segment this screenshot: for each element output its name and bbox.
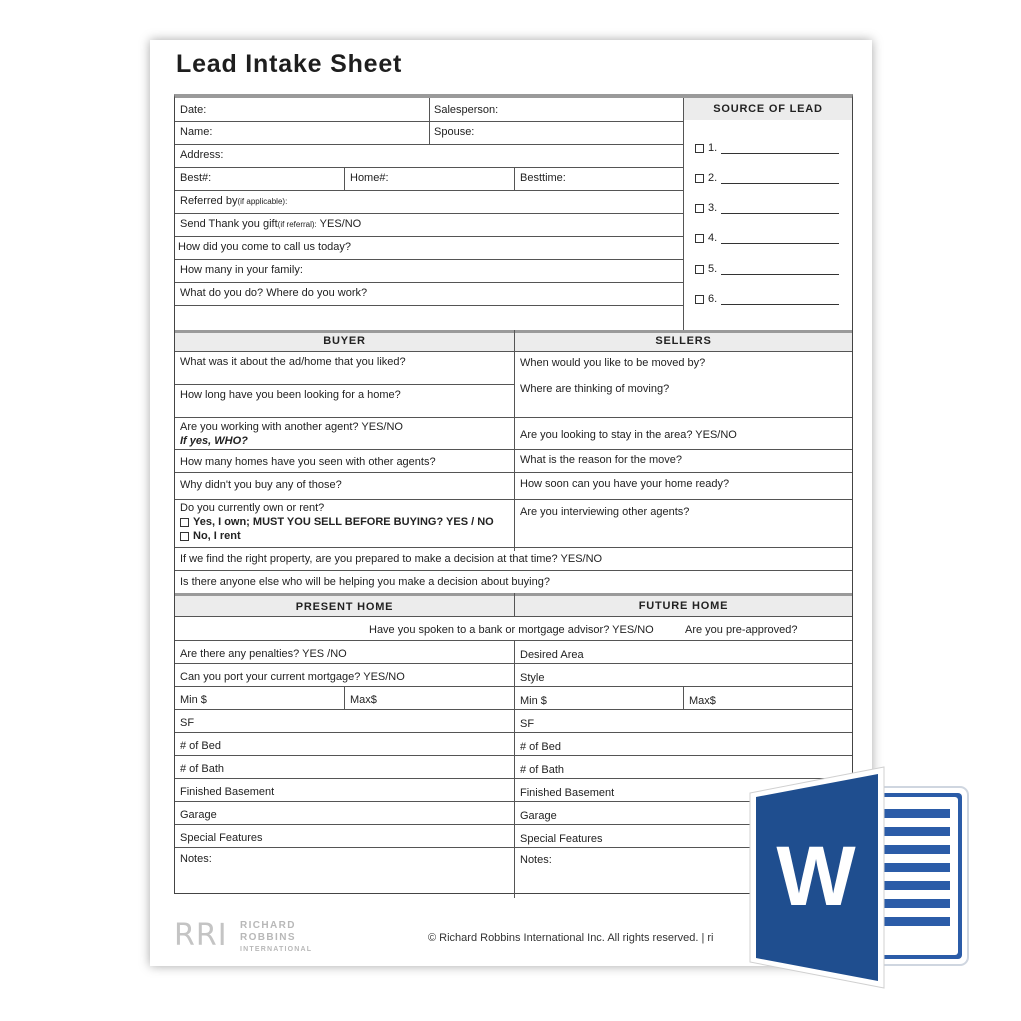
rri-logo-name: RICHARD ROBBINS INTERNATIONAL [240,920,313,953]
penalties-question[interactable]: Are there any penalties? YES /NO [180,648,347,660]
word-document-icon [748,765,978,990]
checkbox-icon[interactable] [695,204,704,213]
page-title: Lead Intake Sheet [176,50,403,78]
referred-by-field[interactable]: Referred by(if applicable): [180,195,288,207]
buyer-title: BUYER [323,335,366,347]
source-item-3[interactable]: 3. [695,202,839,214]
present-min-field[interactable]: Min $ [180,694,207,706]
sellers-q5[interactable]: How soon can you have your home ready? [520,478,730,490]
present-home-title: PRESENT HOME [295,601,394,613]
family-field[interactable]: How many in your family: [180,264,303,276]
future-sf-field[interactable]: SF [520,718,535,730]
future-style-field[interactable]: Style [520,672,545,684]
work-field[interactable]: What do you do? Where do you work? [180,287,368,299]
future-basement-field[interactable]: Finished Basement [520,787,615,799]
home-number-field[interactable]: Home#: [350,172,389,184]
checkbox-icon[interactable] [180,532,189,541]
buyer-q3b: If yes, WHO? [180,435,248,447]
checkbox-icon[interactable] [695,234,704,243]
checkbox-icon[interactable] [695,265,704,274]
spouse-field[interactable]: Spouse: [434,126,475,138]
copyright-text: © Richard Robbins International Inc. All rights reserved. | ri [428,932,714,944]
source-item-1[interactable]: 1. [695,142,839,154]
sellers-q1[interactable]: When would you like to be moved by? [520,357,706,369]
buyer-q2[interactable]: How long have you been looking for a home? [180,389,401,401]
future-notes-field[interactable]: Notes: [520,854,552,866]
decision-question[interactable]: If we find the right property, are you prepared to make a decision at that time? YES/NO [180,553,603,565]
sellers-q3[interactable]: Are you looking to stay in the area? YES/NO [520,429,737,441]
divider-source [683,98,684,330]
sellers-title: SELLERS [655,335,712,347]
source-item-4[interactable]: 4. [695,232,839,244]
checkbox-icon[interactable] [180,518,189,527]
present-garage-field[interactable]: Garage [180,809,217,821]
rri-logo-mark: RRI [174,918,228,953]
checkbox-icon[interactable] [695,144,704,153]
source-item-2[interactable]: 2. [695,172,839,184]
address-field[interactable]: Address: [180,149,224,161]
source-item-5[interactable]: 5. [695,263,839,275]
salesperson-field[interactable]: Salesperson: [434,104,499,116]
future-area-field[interactable]: Desired Area [520,649,584,661]
buyer-q6[interactable]: Do you currently own or rent? [180,502,325,514]
sellers-q2[interactable]: Where are thinking of moving? [520,383,670,395]
preapproved-question[interactable]: Are you pre-approved? [685,624,798,636]
future-bed-field[interactable]: # of Bed [520,741,561,753]
buyer-q5[interactable]: Why didn't you buy any of those? [180,479,342,491]
future-garage-field[interactable]: Garage [520,810,557,822]
present-sf-field[interactable]: SF [180,717,195,729]
word-letter: W [776,829,856,923]
buyer-q4[interactable]: How many homes have you seen with other agents? [180,456,436,468]
present-bed-field[interactable]: # of Bed [180,740,221,752]
bank-question[interactable]: Have you spoken to a bank or mortgage advisor? YES/NO [369,624,654,636]
present-basement-field[interactable]: Finished Basement [180,786,275,798]
helping-question[interactable]: Is there anyone else who will be helping you make a decision about buying? [180,576,550,588]
future-bath-field[interactable]: # of Bath [520,764,565,776]
how-call-field[interactable]: How did you come to call us today? [178,241,352,253]
name-field[interactable]: Name: [180,126,213,138]
present-notes-field[interactable]: Notes: [180,853,212,865]
checkbox-icon[interactable] [695,295,704,304]
buyer-q1[interactable]: What was it about the ad/home that you liked? [180,356,406,368]
source-of-lead-title: SOURCE OF LEAD [713,103,823,115]
port-question[interactable]: Can you port your current mortgage? YES/NO [180,671,405,683]
future-features-field[interactable]: Special Features [520,833,603,845]
future-home-title: FUTURE HOME [638,600,729,612]
present-max-field[interactable]: Max$ [350,694,377,706]
future-min-field[interactable]: Min $ [520,695,547,707]
sellers-q4[interactable]: What is the reason for the move? [520,454,683,466]
buyer-q3[interactable]: Are you working with another agent? YES/NO [180,421,403,433]
present-features-field[interactable]: Special Features [180,832,263,844]
send-thanks-field[interactable]: Send Thank you gift(if referral): YES/NO [180,218,362,230]
best-number-field[interactable]: Best#: [180,172,212,184]
source-item-6[interactable]: 6. [695,293,839,305]
best-time-field[interactable]: Besttime: [520,172,566,184]
date-field[interactable]: Date: [180,104,207,116]
sellers-q6[interactable]: Are you interviewing other agents? [520,506,690,518]
present-bath-field[interactable]: # of Bath [180,763,225,775]
future-max-field[interactable]: Max$ [689,695,716,707]
buyer-q6-own[interactable]: Yes, I own; MUST YOU SELL BEFORE BUYING? YES / NO [180,516,494,528]
buyer-q6-rent[interactable]: No, I rent [180,530,241,542]
checkbox-icon[interactable] [695,174,704,183]
